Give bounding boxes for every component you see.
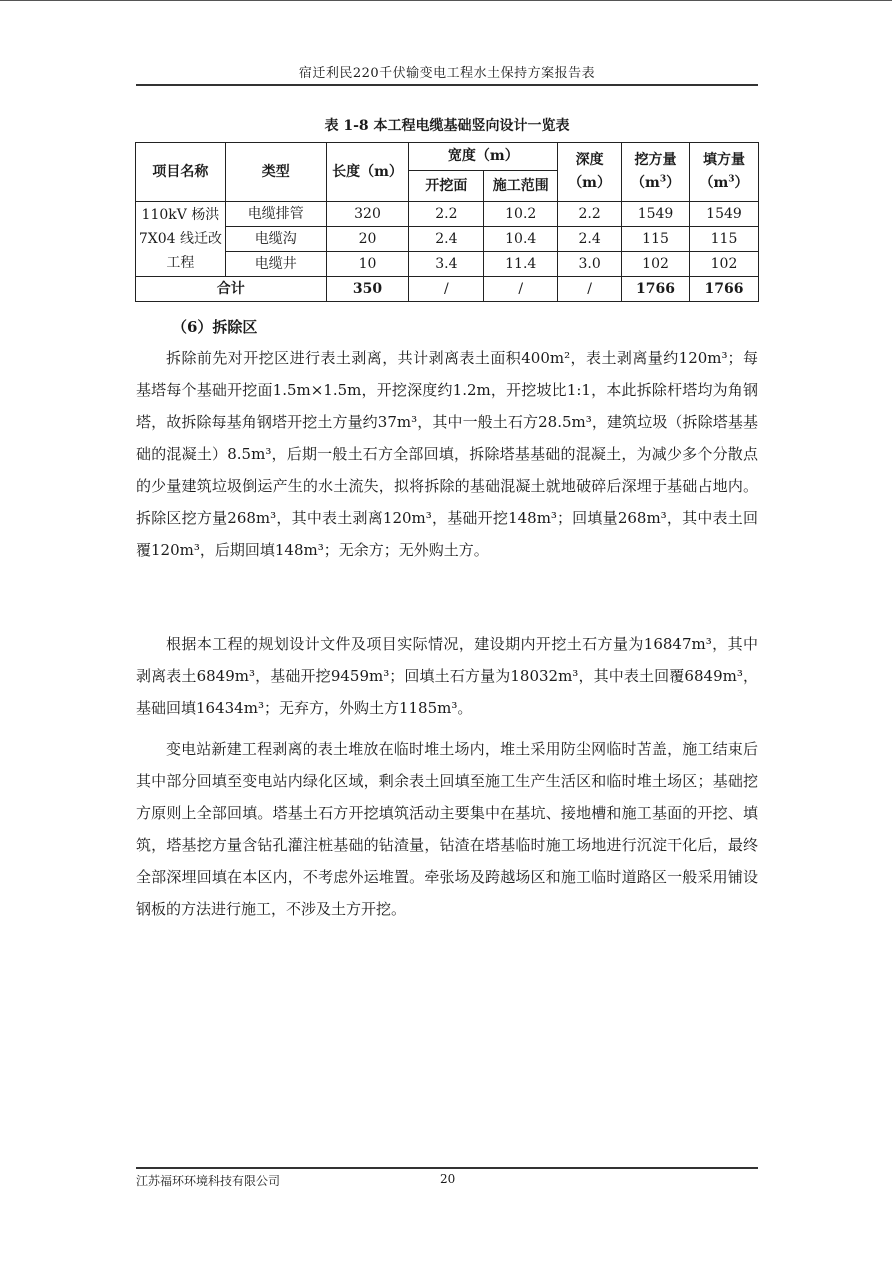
section-heading: （6）拆除区	[172, 318, 258, 336]
footer-company: 江苏福环环境科技有限公司	[136, 1174, 281, 1188]
page-header: 宿迁利民220千伏输变电工程水土保持方案报告表	[298, 66, 596, 81]
width-construction-cell: 10.2	[484, 202, 558, 227]
total-width-excavation: /	[409, 277, 484, 302]
header-width: 宽度（m）	[409, 143, 558, 171]
length-cell: 20	[326, 227, 409, 252]
depth-cell: 3.0	[558, 252, 622, 277]
header-fill-unit: $(m^3)$	[699, 174, 749, 191]
length-cell: 10	[326, 252, 409, 277]
total-depth: /	[558, 277, 622, 302]
header-depth: 深度（m）	[558, 143, 622, 202]
length-cell: 320	[326, 202, 409, 227]
paragraph-demolition: 拆除前先对开挖区进行表土剥离，共计剥离表土面积400m²，表土剥离量约120m³；每基塔每个基础开挖面1.5m×1.5m，开挖深度约1.2m，开挖坡比1:1，本此拆除杆塔均为角钢塔，故拆除每基角钢塔开挖土方量约37m³，其中一般土石方28.5m³，建筑垃圾（拆除塔基基础的混凝土）8.5m³，后期一般土石方全部回填，拆除塔基基础的混凝土，为减少多个分散点的少量建筑垃圾倒运产生的水土流失，拟将拆除的基础混凝土就地破碎后深埋于基础占地内。拆除区挖方量268m³，其中表土剥离120m³，基础开挖148m³；回填量268m³，其中表土回覆120m³，后期回填148m³；无余方；无外购土方。	[136, 349, 758, 559]
top-border	[0, 0, 892, 1]
width-excavation-cell: 3.4	[409, 252, 484, 277]
header-rule	[136, 84, 758, 86]
total-length: 350	[326, 277, 409, 302]
header-cut-label: 挖方量	[634, 152, 677, 168]
table-row	[136, 202, 759, 227]
width-excavation-cell: 2.4	[409, 227, 484, 252]
cut-cell: 1549	[622, 202, 690, 227]
header-cut	[622, 143, 690, 202]
paragraph-topsoil-handling: 变电站新建工程剥离的表土堆放在临时堆土场内，堆土采用防尘网临时苫盖，施工结束后其中部分回填至变电站内绿化区域，剩余表土回填至施工生产生活区和临时堆土场区；基础挖方原则上全部回填。塔基土石方开挖填筑活动主要集中在基坑、接地槽和施工基面的开挖、填筑，塔基挖方量含钻孔灌注桩基础的钻渣量，钻渣在塔基临时施工场地进行沉淀干化后，最终全部深埋回填在本区内，不考虑外运堆置。牵张场及跨越场区和施工临时道路区一般采用铺设钢板的方法进行施工，不涉及土方开挖。	[136, 740, 758, 918]
width-construction-cell: 11.4	[484, 252, 558, 277]
type-cell: 电缆井	[225, 252, 326, 277]
table-caption: 表 1-8 本工程电缆基础竖向设计一览表	[324, 118, 570, 134]
header-fill	[690, 143, 759, 202]
fill-cell: 115	[690, 227, 759, 252]
total-fill: 1766	[690, 277, 759, 302]
fill-cell: 102	[690, 252, 759, 277]
header-cut-unit: $(m^3)$	[630, 174, 681, 191]
type-cell: 电缆沟	[225, 227, 326, 252]
total-label: 合计	[136, 277, 327, 302]
header-type: 类型	[225, 143, 326, 202]
header-fill-label: 填方量	[703, 152, 745, 168]
cable-foundation-table	[135, 142, 759, 302]
paragraph-earthwork-summary: 根据本工程的规划设计文件及项目实际情况，建设期内开挖土石方量为16847m³，其中剥离表土6849m³，基础开挖9459m³；回填土石方量为18032m³，其中表土回覆6849m³，基础回填16434m³；无弃方，外购土方1185m³。	[136, 635, 758, 717]
header-length: 长度（m）	[326, 143, 409, 202]
width-excavation-cell: 2.2	[409, 202, 484, 227]
fill-cell: 1549	[690, 202, 759, 227]
depth-cell: 2.4	[558, 227, 622, 252]
total-row	[136, 277, 759, 302]
footer-rule	[136, 1167, 758, 1169]
cut-cell: 102	[622, 252, 690, 277]
total-width-construction: /	[484, 277, 558, 302]
page-number: 20	[440, 1172, 456, 1186]
total-cut: 1766	[622, 277, 690, 302]
table-row	[136, 227, 759, 252]
project-name-cell: 110kV 杨洪7X04 线迁改工程	[136, 202, 226, 277]
cut-cell: 115	[622, 227, 690, 252]
width-construction-cell: 10.4	[484, 227, 558, 252]
depth-cell: 2.2	[558, 202, 622, 227]
table-row	[136, 252, 759, 277]
header-project: 项目名称	[136, 143, 226, 202]
header-width-construction: 施工范围	[484, 171, 558, 202]
header-width-excavation: 开挖面	[409, 171, 484, 202]
type-cell: 电缆排管	[225, 202, 326, 227]
